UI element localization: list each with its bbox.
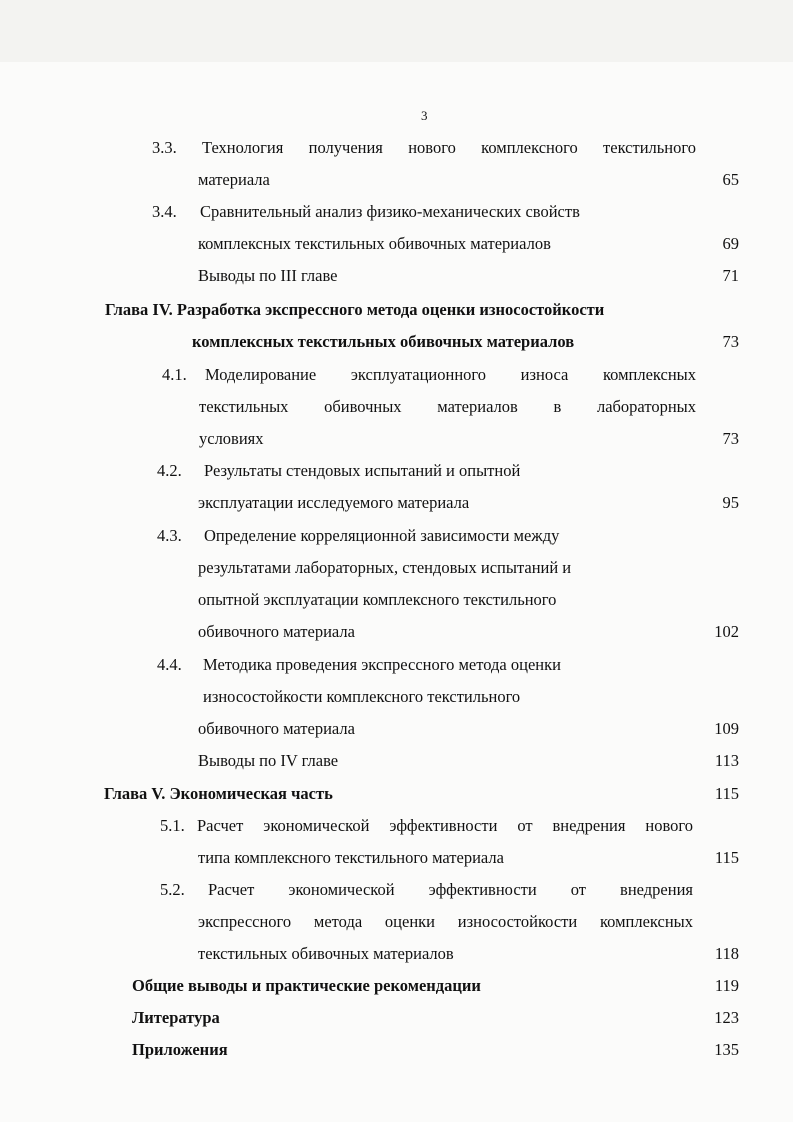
toc-page: 95 [722,493,739,512]
toc-number: 4.1. [162,365,187,384]
toc-page: 109 [714,719,739,738]
toc-title-line: Расчет экономической эффективности от внедрения нового [197,816,693,835]
toc-title-line: условиях [199,429,264,448]
toc-title-line: текстильных обивочных материалов [198,944,454,963]
toc-page: 118 [714,944,739,963]
toc-title-line: износостойкости комплексного текстильного [203,687,521,706]
page-number: 3 [421,108,428,123]
toc-chapter-title: Глава IV. Разработка экспрессного метода оценки износостойкости [105,300,605,319]
toc-page: 113 [714,751,739,770]
toc-number: 3.3. [152,138,177,157]
toc-number: 3.4. [152,202,177,221]
toc-chapter-title: Глава V. Экономическая часть [104,784,333,803]
toc-page: 115 [714,784,739,803]
toc-page: 135 [714,1040,739,1059]
toc-title-line: опытной эксплуатации комплексного текстильного [198,590,557,609]
toc-title-line: Определение корреляционной зависимости между [204,526,560,545]
toc-title-line: Расчет экономической эффективности от внедрения [208,880,693,899]
toc-page: 115 [714,848,739,867]
toc-page: 73 [722,429,739,448]
toc-title-line: Выводы по IV главе [198,751,339,770]
toc-title-line: текстильных обивочных материалов в лабораторных [199,397,696,416]
toc-title-line: Сравнительный анализ физико-механических свойств [200,202,580,221]
toc-title-line: материала [198,170,270,189]
toc-title-line: эксплуатации исследуемого материала [198,493,470,512]
toc-number: 4.4. [157,655,182,674]
toc-title-line: экспрессного метода оценки износостойкости комплексных [198,912,693,931]
toc-section-title: Общие выводы и практические рекомендации [132,976,481,995]
toc-title-line: обивочного материала [198,622,355,641]
toc-number: 5.1. [160,816,185,835]
toc-title-line: Моделирование эксплуатационного износа комплексных [205,365,696,384]
toc-title-line: Методика проведения экспрессного метода оценки [203,655,561,674]
toc-page: 123 [714,1008,739,1027]
toc-number: 4.3. [157,526,182,545]
toc-title-line: обивочного материала [198,719,355,738]
toc-title-line: Результаты стендовых испытаний и опытной [204,461,521,480]
toc-page: 65 [722,170,739,189]
toc-page: 119 [714,976,739,995]
toc-number: 5.2. [160,880,185,899]
toc-title-line: типа комплексного текстильного материала [198,848,504,867]
toc-title-line: результатами лабораторных, стендовых испытаний и [198,558,572,577]
toc-title-line: Технология получения нового комплексного текстильного [202,138,696,157]
toc-page: 71 [722,266,739,285]
toc-page: 69 [722,234,739,253]
toc-page: 102 [714,622,739,641]
toc-number: 4.2. [157,461,182,480]
toc-page: 73 [722,332,739,351]
toc-title-line: Выводы по III главе [198,266,338,285]
toc-chapter-title: комплексных текстильных обивочных материалов [192,332,575,351]
toc-title-line: комплексных текстильных обивочных материалов [198,234,551,253]
toc-section-title: Приложения [132,1040,228,1059]
toc-section-title: Литература [132,1008,220,1027]
